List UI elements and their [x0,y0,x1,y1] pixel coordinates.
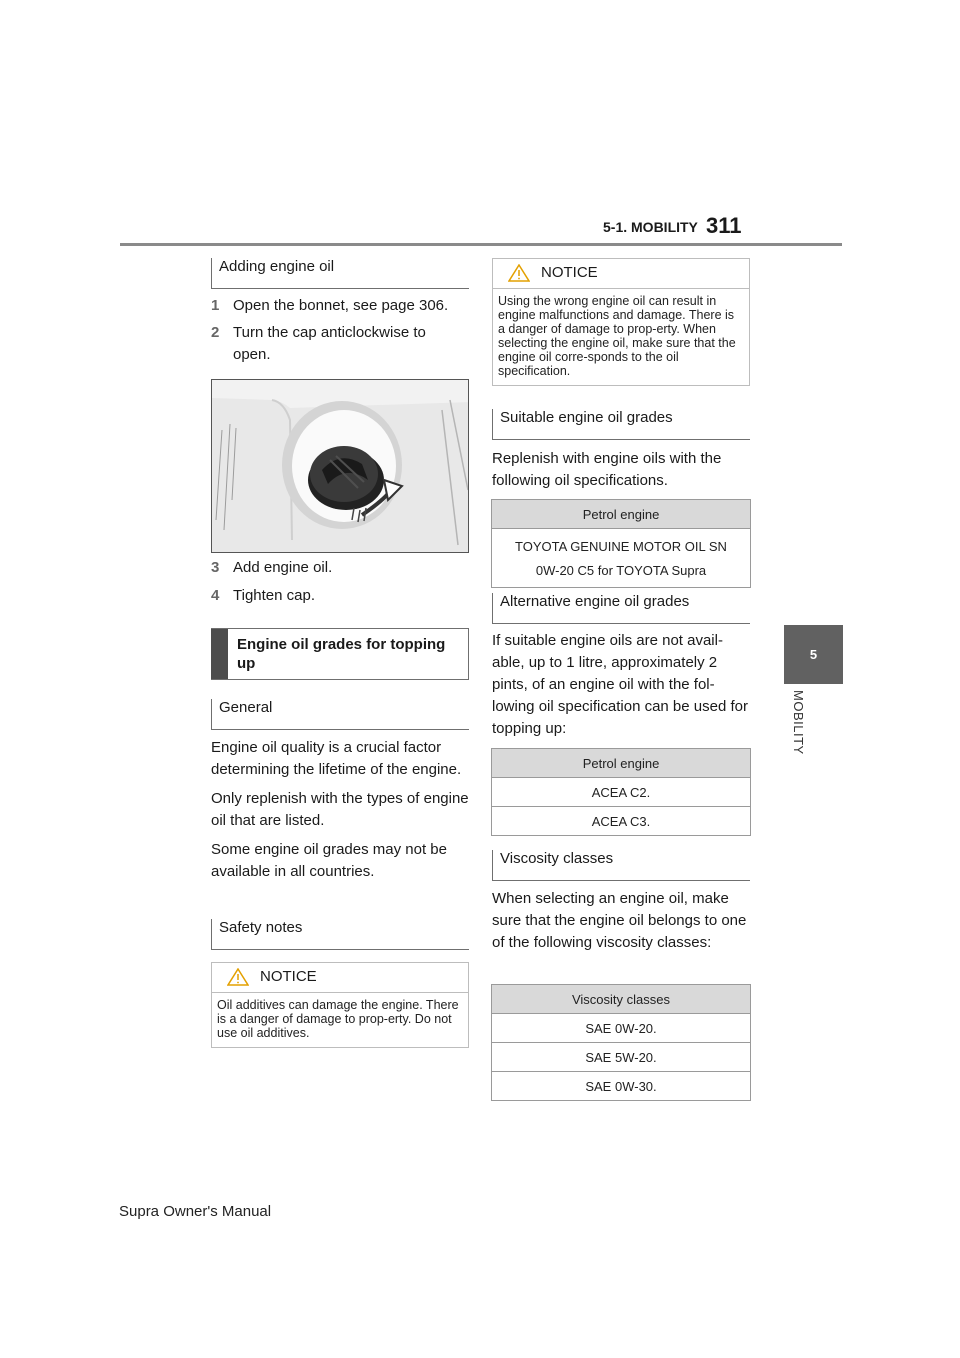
table-cell: ACEA C2. [492,778,751,807]
step-number: 4 [211,587,220,604]
notice-box-wrong-oil [492,258,750,386]
table-cell: 0W-20 C5 for TOYOTA Supra [492,558,751,588]
general-heading: General [211,699,469,730]
alternative-oil-table [491,748,751,836]
step-number: 1 [211,297,220,314]
suitable-oil-table [491,499,751,588]
step-text: Tighten cap. [233,587,315,604]
viscosity-table [491,984,751,1101]
paragraph: Only replenish with the types of engine oil that are listed. [211,790,469,829]
step-number: 3 [211,559,220,576]
chapter-label: MOBILITY [791,690,806,755]
viscosity-classes-heading: Viscosity classes [492,850,750,881]
notice-title-bar [493,259,749,289]
step-text: Turn the cap anticlockwise to [233,324,426,341]
step-4 [211,585,315,607]
table-cell: ACEA C3. [492,807,751,836]
table-cell: TOYOTA GENUINE MOTOR OIL SN [492,529,751,559]
header-rule [120,243,842,246]
warning-triangle-icon [508,264,530,282]
table-header: Petrol engine [492,500,751,529]
paragraph: Some engine oil grades may not be available in all countries. [211,841,447,880]
suitable-grades-heading: Suitable engine oil grades [492,409,750,440]
table-cell: SAE 0W-20. [492,1014,751,1043]
adding-engine-oil-heading: Adding engine oil [211,258,469,289]
paragraph: Engine oil quality is a crucial factor determining the lifetime of the engine. [211,739,462,778]
step-number: 2 [211,324,220,341]
oil-cap-illustration [211,379,469,553]
chapter-side-label [788,690,808,770]
notice-box-oil-additives [211,962,469,1048]
step-2 [211,322,469,366]
table-cell: SAE 5W-20. [492,1043,751,1072]
notice-title-bar [212,963,468,993]
table-header: Petrol engine [492,749,751,778]
step-3 [211,557,332,579]
general-text [211,737,469,890]
oil-cap-drawing [212,380,469,553]
step-text: Open the bonnet, see page 306. [233,297,449,314]
alternative-grades-heading: Alternative engine oil grades [492,593,750,624]
suitable-text: Replenish with engine oils with the following oil specifications. [492,450,722,489]
safety-notes-heading: Safety notes [211,919,469,950]
step-1 [211,295,448,317]
step-text: Add engine oil. [233,559,333,576]
section-title: 5-1. MOBILITY [603,219,698,235]
notice-title: NOTICE [541,264,598,281]
engine-oil-grades-heading: Engine oil grades for topping up [211,628,469,680]
chapter-number: 5 [809,647,818,662]
table-header: Viscosity classes [492,985,751,1014]
step-text-continued: open. [233,346,271,363]
notice-title: NOTICE [260,968,317,985]
notice-text: Using the wrong engine oil can result in engine malfunctions and damage. There is a danger of damage to prop-erty. When selecting the engine oil, make sure that the engine oil corre-sponds to the oil specification. [498,294,736,378]
notice-text: Oil additives can damage the engine. There is a danger of damage to prop-erty. Do not use oil additives. [217,998,459,1040]
table-cell: SAE 0W-30. [492,1072,751,1101]
warning-triangle-icon [227,968,249,986]
footer-manual-name: Supra Owner's Manual [119,1203,272,1220]
chapter-tab[interactable] [784,625,843,684]
viscosity-text: When selecting an engine oil, make sure that the engine oil belongs to one of the following viscosity classes: [492,890,747,951]
page-number: 311 [706,213,742,238]
alternative-text: If suitable engine oils are not avail-able, up to 1 litre, approximately 2 pints, of an engine oil with the fol-lowing oil specification can be used for topping up: [492,632,748,737]
